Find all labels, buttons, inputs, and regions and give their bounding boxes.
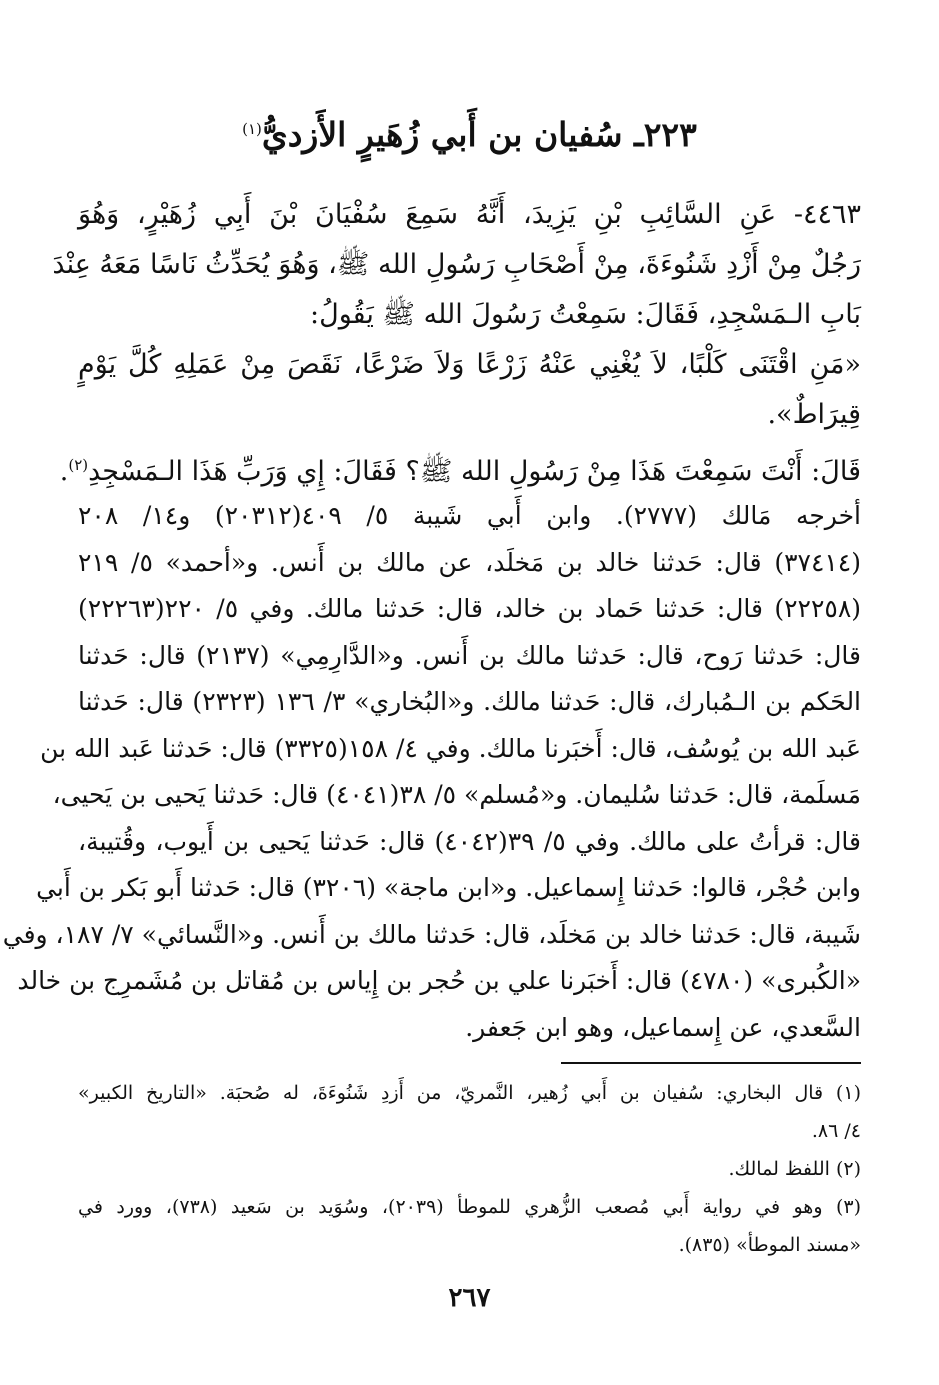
page-number: ٢٦٧ (448, 1283, 491, 1313)
footnote-line: (١) قال البخاري: سُفيان بن أَبي زُهير، النَّمريّ، من أَزدِ شَنُوءَةَ، له صُحبَة. «التاريخ الكبير» (78, 1082, 861, 1104)
footnote-line: (٢) اللفظ لمالك. (728, 1158, 861, 1180)
footnote-separator (561, 1062, 861, 1064)
takhrij-line: (٢٢٢٥٨) قال: حَدثنا حَماد بن خالد، قال: حَدثنا مالك. وفي ٥/ ٢٢٠(٢٢٢٦٣) (78, 594, 862, 623)
takhrij-line: (٣٧٤١٤) قال: حَدثنا خالد بن مَخلَد، عن مالك بن أَنس. و«أحمد» ٥/ ٢١٩ (78, 547, 861, 577)
footnote-line: (٣) وهو في رواية أَبي مُصعب الزُّهري للموطأ (٢٠٣٩)، وسُوَيد بن سَعيد (٧٣٨)، وورد في (78, 1196, 861, 1218)
takhrij-line: قال: حَدثنا رَوح، قال: حَدثنا مالك بن أَنس. و«الدَّارِمِي» (٢١٣٧) قال: حَدثنا (78, 640, 861, 670)
takhrij-line (78, 493, 861, 539)
footnote-ref: (٢) (68, 456, 89, 474)
hadith-line: بَابِ الـمَسْجِدِ، فَقَالَ: سَمِعْتُ رَسُولَ الله ﷺ يَقُولُ: (310, 299, 861, 330)
chapter-title (60, 104, 879, 160)
takhrij-line: قال: قرأتُ على مالك. وفي ٥/ ٣٩(٤٠٤٢) قال: حَدثنا يَحيى بن أَيوب، وقُتيبة، (78, 826, 861, 856)
chapter-title-text: ٢٢٣ـ سُفيان بن أَبي زُهَيرٍ الأَزديُّ (261, 115, 697, 154)
footnote-line: «مسند الموطأ» (٨٣٥). (678, 1234, 861, 1256)
hadith-line: قِيرَاطٌ». (767, 399, 861, 430)
takhrij-line: عَبد الله بن يُوسُف، قال: أَخبَرنا مالك. وفي ٤/ ١٥٨(٣٣٢٥) قال: حَدثنا عَبد الله بن (40, 733, 861, 763)
takhrij-line: السَّعدي، عن إِسماعيل، وهو ابن جَعفر. (465, 1012, 861, 1042)
takhrij-line: مَسلَمة، قال: حَدثنا سُليمان. و«مُسلم» ٥/ ٣٨(٤٠٤١) قال: حَدثنا يَحيى بن يَحيى، (52, 780, 861, 809)
hadith-line: قَالَ: أَنْتَ سَمِعْتَ هَذَا مِنْ رَسُولِ الله ﷺ؟ فَقَالَ: إِي وَرَبِّ هَذَا الـمَسْجِدِ$^{(٢)}$. (59, 456, 861, 487)
takhrij-line-text: أخرجه مَالك (٢٧٧٧). وابن أَبي شَيبة ٥/ ٤٠٩(٢٠٣١٢) و١٤/ ٢٠٨ (78, 501, 861, 530)
takhrij-line: شَيبة، قال: حَدثنا خالد بن مَخلَد، قال: حَدثنا مالك بن أَنس. و«النَّسائي» ٧/ ١٨٧، وفي (2, 919, 861, 949)
hadith-line: رَجُلٌ مِنْ أَزْدِ شَنُوءَةَ، مِنْ أَصْحَابِ رَسُولِ الله ﷺ، وَهُوَ يُحَدِّثُ نَاسًا مَعَهُ عِنْدَ (52, 249, 861, 280)
hadith-line: ٤٤٦٣- عَنِ السَّائِبِ بْنِ يَزِيدَ، أَنَّهُ سَمِعَ سُفْيَانَ بْنَ أَبِي زُهَيْرٍ، وَهُوَ (78, 199, 861, 230)
takhrij-line: الحَكم بن الـمُبارك، قال: حَدثنا مالك. و«البُخاري» ٣/ ١٣٦ (٢٣٢٣) قال: حَدثنا (78, 687, 862, 716)
footnote-ref: (١) (242, 120, 262, 138)
hadith-line-text: قَالَ: أَنْتَ سَمِعْتَ هَذَا مِنْ رَسُولِ الله ﷺ؟ فَقَالَ: إِي وَرَبِّ هَذَا الـمَسْجِدِ (88, 456, 861, 487)
takhrij-line: «الكُبرى» (٤٧٨٠) قال: أَخبَرنا علي بن حُجر بن إِياس بن مُقاتل بن مُشَمرِج بن خالد (17, 966, 861, 995)
takhrij-line: وابن حُجْر، قالوا: حَدثنا إِسماعيل. و«ابن ماجة» (٣٢٠٦) قال: حَدثنا أَبو بَكر بن أَبي (36, 873, 861, 902)
footnote-line: ٤/ ٨٦. (811, 1120, 861, 1142)
hadith-line: «مَنِ اقْتَنَى كَلْبًا، لاَ يُغْنِي عَنْهُ زَرْعًا وَلاَ ضَرْعًا، نَقَصَ مِنْ عَمَلِهِ كُلَّ يَوْمٍ (78, 349, 861, 380)
